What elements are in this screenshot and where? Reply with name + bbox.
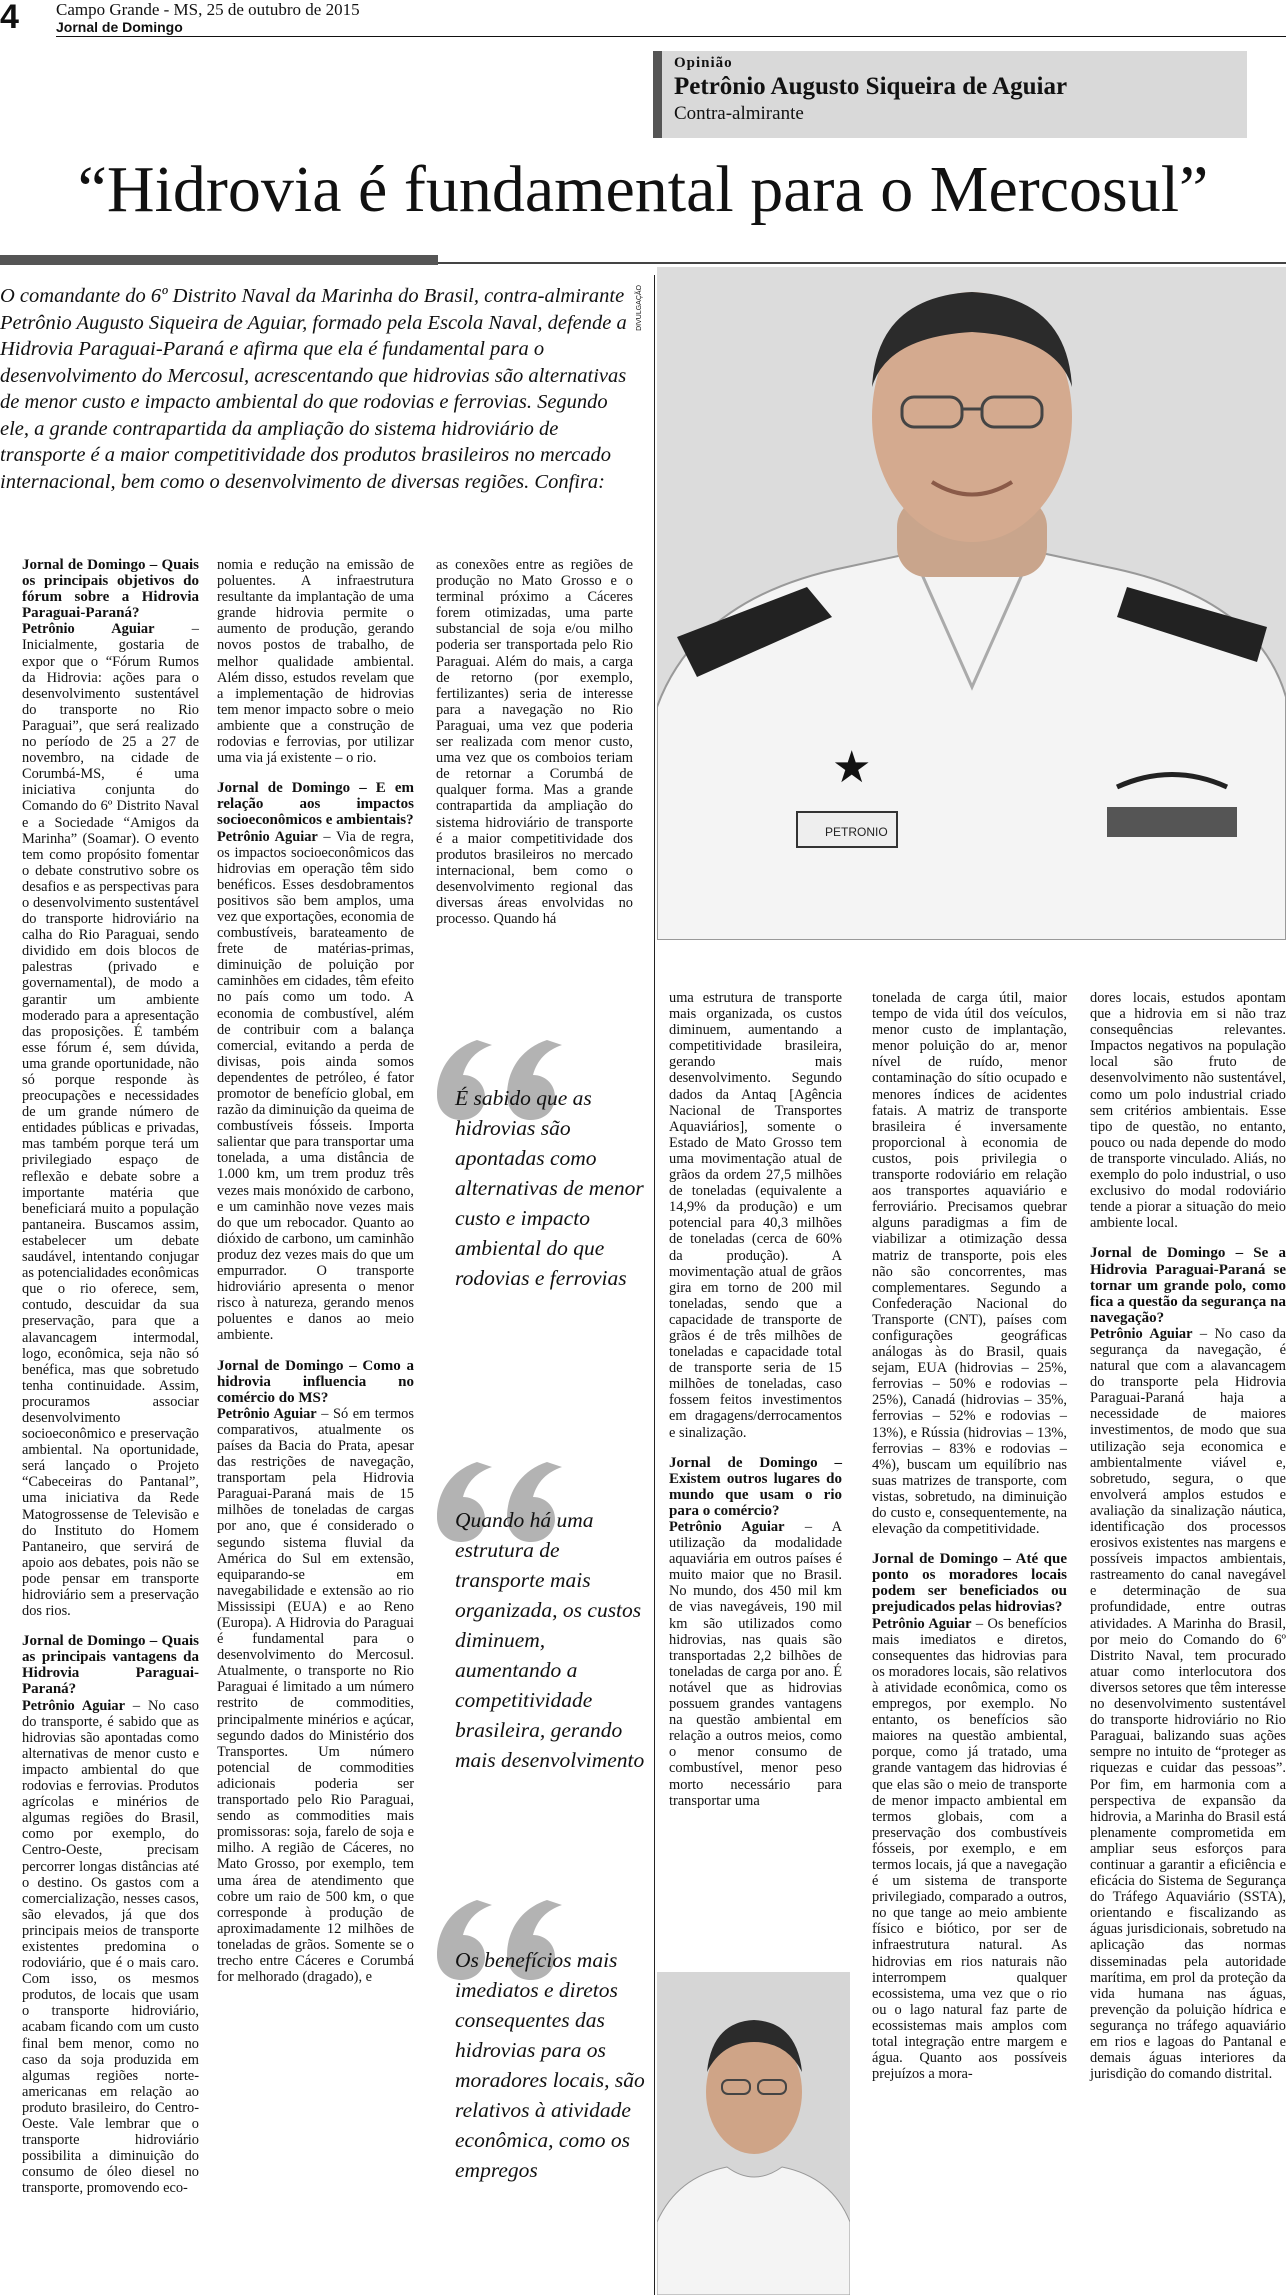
interview-question: Jornal de Domingo – Como a hidrovia influencia no comércio do MS? [217, 1357, 414, 1406]
answer-text: nomia e redução na emissão de poluentes. A infraestrutura resultante da implantação de uma grande hidrovia permite o aumento de produção, gerando novos postos de trabalho, de melhor qualidade ambiental. Além disso, estudos revelam que a implementação de hidrovias tem menor impacto sobre o meio ambiente que a construção de rodovias e ferrovias, por utilizar uma via já existente – o rio. [217, 557, 414, 767]
interview-answer [1090, 1326, 1286, 2082]
answer-text: – Inicialmente, gostaria de expor que o “Fórum Rumos da Hidrovia: ações para o desenvolvimento sustentável do transporte no Rio Paraguai”, que será realizado no período de 25 a 27 de novembro, na cidade de Corumbá-MS, é uma iniciativa conjunta do Comando do 6º Distrito Naval e a Sociedade “Amigos da Marinha” (Soamar). O evento tem como propósito fomentar o debate construtivo sobre os desafios e as perspectivas para o desenvolvimento sustentável do transporte hidroviário na calha do Rio Paraguai, sendo dividido em dois blocos de palestras (privado e governamental), de modo a garantir um ambiente moderado para a apresentação das proposições. É também esse fórum é, sem dúvida, uma grande oportunidade, não só porque responde às preocupações e necessidades de um grande número de entidades públicas e privadas, mas também porque terá um privilegiado espaço de reflexão e debate sobre a importante matéria que beneficiará muito a população pantaneira. Buscamos assim, estabelecer um debate saudável, intentando conjugar as potencialidades econômicas que o rio oferece, sem, contudo, descuidar da sua preservação, para que a alavancagem intermodal, logo, econômica, seja não só benéfica, mas que sobretudo tenha continuidade. Assim, procuramos associar desenvolvimento socioeconômico e preservação ambiental. Na oportunidade, será lançado o Projeto “Cabeceiras do Pantanal”, uma iniciativa da Rede Matogrossense de Televisão e do Instituto do Homem Pantaneiro, que servirá de apoio aos debates, pois não se pode pensar em transporte hidroviário sem a preservação dos rios. [22, 621, 199, 1620]
pull-quote-2: Quando há uma estrutura de transporte mais organizada, os custos diminuem, aumentando a competitividade brasileira, gerando mais desenvolvimento [455, 1508, 645, 1772]
article-column-5 [872, 990, 1067, 2082]
interview-question: Jornal de Domingo – Quais as principais vantagens da Hidrovia Paraguai-Paraná? [22, 1633, 199, 1698]
interview-answer [22, 1698, 199, 2197]
answer-text: uma estrutura de transporte mais organizada, os custos diminuem, aumentando a competitividade brasileira, gerando mais desenvolvimento. Segundo dados da Antaq [Agência Nacional de Transportes Aquaviários], somente o Estado de Mato Grosso tem uma movimentação atual de grãos da ordem 27,5 milhões de toneladas (equivalente a 14,9% da produção) e um potencial para 40,3 milhões de toneladas (cerca de 60% da produção). A movimentação atual de grãos gira em torno de 200 mil toneladas, sendo que a capacidade de transporte de grãos é de três milhões de toneladas e capacidade total de transporte seria de 15 milhões de toneladas, caso fossem feitos investimentos em dragagens/derrocamentos e sinalização. [669, 990, 842, 1441]
column-divider [654, 275, 655, 2295]
dateline: Campo Grande - MS, 25 de outubro de 2015 [56, 0, 360, 19]
interview-question: Jornal de Domingo – E em relação aos impactos socioeconômicos e ambientais? [217, 780, 414, 829]
opinion-label: Opinião [674, 55, 733, 71]
interview-answer [669, 1519, 842, 1809]
article-column-1 [22, 557, 199, 2196]
interview-answer [217, 1406, 414, 1985]
answer-text: – A utilização da modalidade aquaviária em outros países é muito maior que no Brasil. No mundo, dos 450 mil km de vias navegáveis, 190 mil km são utilizados como hidrovias, nas quais são transportadas 2,2 bilhões de toneladas de carga por ano. É notável que as hidrovias possuem grandes vantagens na questão ambiental em relação a outros meios, como o menor consumo de combustível, menor peso morto necessário para transportar uma [669, 1519, 842, 1809]
article-column-4 [669, 990, 842, 1809]
speaker-name: Petrônio Aguiar [669, 1519, 785, 1535]
portrait-photo [657, 267, 1286, 940]
lead-paragraph: O comandante do 6º Distrito Naval da Marinha do Brasil, contra-almirante Petrônio Augusto Siqueira de Aguiar, formado pela Escola Naval, defende a Hidrovia Paraguai-Paraná e afirma que ela é fundamental para o desenvolvimento do Mercosul, acrescentando que hidrovias são alternativas de menor custo e impacto ambiental do que rodovias e ferrovias. Segundo ele, a grande contrapartida da ampliação do sistema hidroviário de transporte é a maior competitividade dos produtos brasileiros no mercado internacional, bem como o desenvolvimento de diversas regiões. Confira: [0, 285, 627, 493]
interview-question: Jornal de Domingo – Quais os principais objetivos do fórum sobre a Hidrovia Paraguai-Paraná? [22, 557, 199, 622]
answer-text: – No caso da segurança da navegação, é natural que com a alavancagem do transporte pela Hidrovia Paraguai-Paraná haja a necessidade de maiores investimentos, de modo que sua utilização seja economica e ambientalmente viável e, sobretudo, segura, o que envolverá amplos estudos e avaliação da sinalização náutica, identificação dos processos erosivos existentes nas margens e possíveis impactos ambientais, rastreamento do canal navegável e determinação de sua profundidade, entre outras atividades. A Marinha do Brasil, por meio do Comando do 6º Distrito Naval, tem procurado atuar como interlocutora dos diversos setores que têm interesse no desenvolvimento sustentável do transporte hidroviário no Rio Paraguai, balizando suas ações sempre no intuito de “proteger as riquezas e cuidar das pessoas”. Por fim, em harmonia com a perspectiva de expansão da hidrovia, a Marinha do Brasil está plenamente comprometida em ampliar seus esforços para continuar a garantir a eficiência e eficácia do Sistema de Segurança do Tráfego Aquaviário (SSTA), orientando e fiscalizando as águas jurisdicionais, sobretudo na aplicação das normas disseminadas pela autoridade marítima, em prol da proteção da vida humana nas águas, prevenção da poluição hídrica e segurança no tráfego aquaviário em rios e lagoas do Pantanal e demais águas interiores da jurisdição do comando distrital. [1090, 1325, 1286, 2083]
interview-answer [436, 557, 633, 927]
speaker-name: Petrônio Aguiar [22, 621, 155, 638]
answer-text: – Via de regra, os impactos socioeconômicos das hidrovias em operação têm sido benéficos. Esses desdobramentos positivos são bem amplos, uma vez que exportações, economia de combustíveis, barateamento de frete de matérias-primas, diminuição de poluição por caminhões em cidades, têm efeito no país como um todo. A economia de combustível, além de contribuir com a balança comercial, evitando a perda de divisas, pois ainda somos dependentes de petróleo, é fator promotor de benefício global, em razão da diminuição da queima de combustíveis fósseis. Importa salientar que para transportar uma tonelada, a uma distância de 1.000 km, um trem produz três vezes mais monóxido de carbono, e um caminhão nove vezes mais do que um rebocador. Quanto ao dióxido de carbono, um caminhão produz dez vezes mais do que um empurrador. O transporte hidroviário apresenta o menor risco à natureza, gerando menos poluentes e danos ao meio ambiente. [217, 828, 414, 1344]
interview-question: Jornal de Domingo – Até que ponto os moradores locais podem ser beneficiados ou prejudicados pelas hidrovias? [872, 1551, 1067, 1616]
pull-quote-1: É sabido que as hidrovias são apontadas como alternativas de menor custo e impacto ambiental do que rodovias e ferrovias [455, 1086, 644, 1290]
answer-text: dores locais, estudos apontam que a hidrovia em si não traz consequências relevantes. Impactos negativos na população local são fruto de desenvolvimento não sustentável, como um polo industrial criado sem critérios ambientais. Esse tipo de questão, no entanto, pouco ou nada depende do modo de transporte vinculado. Aliás, no exemplo do polo industrial, o uso exclusivo do modal rodoviário tende a piorar a situação do meio ambiente local. [1090, 990, 1286, 1232]
photo-credit: DIVULGAÇÃO [636, 285, 643, 331]
answer-text: tonelada de carga útil, maior tempo de vida útil dos veículos, menor custo de implantação, menor poluição do ar, menor nível de ruído, menor contaminação do sítio ocupado e menores índices de acidentes fatais. A matriz de transporte brasileira é inversamente proporcional à economia de custos, pois privilegia o transporte rodoviário em relação aos transportes aquaviário e ferroviário. Precisamos quebrar alguns paradigmas a fim de viabilizar a otimização dessa matriz de transporte, pois eles não são concorrentes, mas complementares. Segundo a Confederação Nacional do Transporte (CNT), países com configurações geográficas análogas às do Brasil, quais sejam, EUA (hidrovias – 25%, ferrovias – 50% e rodovias – 25%), Canadá (hidrovias – 35%, ferrovias – 52% e rodovias – 13%), e Rússia (hidrovias – 13%, ferrovias – 83% e rodovias – 4%), buscam um equilíbrio nas suas matrizes de transporte, com vistas, sobretudo, na diminuição do custo e, consequentemente, na elevação da competitividade. [872, 990, 1067, 1538]
interview-question: Jornal de Domingo – Se a Hidrovia Paraguai-Paraná se tornar um grande polo, como fica a questão da segurança na navegação? [1090, 1245, 1286, 1326]
headline-rule-thin [438, 262, 1286, 264]
answer-text: – No caso do transporte, é sabido que as hidrovias são apontadas como alternativas de menor custo e impacto ambiental do que rodovias e ferrovias. Produtos agrícolas e minérios de algumas regiões do Brasil, como por exemplo, do Centro-Oeste, precisam percorrer longas distâncias até o destino. Os gastos com a comercialização, nesses casos, são elevados, já que dos principais meios de transporte existentes predomina o rodoviário, que é o mais caro. Com isso, os mesmos produtos, de locais que usam o transporte hidroviário, acabam ficando com um custo final bem menor, como no caso da soja produzida em algumas regiões norte-americanas em relação ao produto brasileiro, do Centro-Oeste. Vale lembrar que o transporte hidroviário possibilita a diminuição do consumo de óleo diesel no transporte, promovendo eco- [22, 1697, 199, 2197]
star-insignia-icon: ★ [832, 743, 872, 792]
interview-question: Jornal de Domingo – Existem outros lugares do mundo que usam o rio para o comércio? [669, 1454, 842, 1519]
interview-answer [1090, 990, 1286, 1231]
speaker-name: Petrônio Aguiar [872, 1615, 972, 1632]
article-column-3 [436, 557, 633, 927]
answer-text: as conexões entre as regiões de produção no Mato Grosso e o terminal próximo a Cáceres forem otimizadas, uma parte substancial de soja e/ou milho poderia ser transportada pelo Rio Paraguai. Além do mais, a carga de retorno (por exemplo, fertilizantes) seria de interesse para a navegação no Rio Paraguai, uma vez que poderia ser realizada com menor custo, uma vez que os comboios teriam de retornar a Corumbá de qualquer forma. Mas a grande contrapartida da ampliação do sistema hidroviário de transporte é a maior competitividade dos produtos brasileiros no mercado internacional, bem como o desenvolvimento regional das diversas áreas envolvidas no processo. Quando há [436, 557, 633, 928]
interview-answer [217, 557, 414, 766]
author-role: Contra-almirante [674, 103, 804, 124]
header-rule [56, 36, 1286, 37]
opinion-box [653, 51, 1247, 138]
speaker-name: Petrônio Aguiar [217, 1405, 317, 1422]
small-portrait-photo [657, 1972, 850, 2295]
interview-answer [669, 990, 842, 1441]
interview-answer [217, 829, 414, 1344]
speaker-name: Petrônio Aguiar [22, 1697, 126, 1714]
answer-text: – Os benefícios mais imediatos e diretos, consequentes das hidrovias para os moradores locais, são relativos à atividade econômica, como os empregos, por exemplo. No entanto, os benefícios são maiores na questão ambiental, porque, como já tratado, uma grande vantagem das hidrovias é que elas são o meio de transporte de menor impacto ambiental em termos globais, com a preservação dos combustíveis fósseis, por exemplo, e em termos locais, já que a navegação é um sistema de transporte privilegiado, comparado a outros, no que tange ao meio ambiente físico e biótico, por ser de infraestrutura natural. As hidrovias em rios naturais não interrompem qualquer ecossistema, uma vez que o rio ou o lago natural faz parte de ecossistemas mais amplos com total integração entre margem e água. Quanto aos possíveis prejuízos a mora- [872, 1615, 1067, 2083]
page-number: 4 [0, 0, 19, 36]
interview-answer [872, 1616, 1067, 2083]
speaker-name: Petrônio Aguiar [217, 828, 318, 845]
newspaper-name: Jornal de Domingo [56, 19, 183, 35]
interview-answer [22, 621, 199, 1619]
pull-quote-3: Os benefícios mais imediatos e diretos consequentes das hidrovias para os moradores locais, são relativos à atividade econômica, como os empregos [455, 1948, 645, 2182]
name-badge: PETRONIO [825, 825, 888, 839]
answer-text: – Só em termos comparativos, atualmente os países da Bacia do Prata, apesar das restrições de navegação, transportam pela Hidrovia Paraguai-Paraná mais de 15 milhões de toneladas de cargas por ano, que é considerado o segundo sistema fluvial da América do Sul em extensão, equiparando-se em navegabilidade e extensão ao rio Mississipi (EUA) e ao Reno (Europa). A Hidrovia do Paraguai é fundamental para o desenvolvimento do Mercosul. Atualmente, o transporte no Rio Paraguai é limitado a um número restrito de commodities, principalmente minérios e açúcar, segundo dados do Ministério dos Transportes. Um número potencial de commodities adicionais poderia ser transportado pelo Rio Paraguai, sendo as commodities mais promissoras: soja, farelo de soja e milho. A região de Cáceres, no Mato Grosso, por exemplo, tem uma área de atendimento que cobre um raio de 500 km, o que corresponde à produção de aproximadamente 12 milhões de toneladas de grãos. Somente se o trecho entre Cáceres e Corumbá for melhorado (dragado), e [217, 1405, 414, 1986]
interview-answer [872, 990, 1067, 1537]
article-column-6 [1090, 990, 1286, 2082]
headline-rule-thick [0, 255, 438, 265]
speaker-name: Petrônio Aguiar [1090, 1325, 1193, 1342]
article-column-2 [217, 557, 414, 1985]
author-name: Petrônio Augusto Siqueira de Aguiar [674, 73, 1068, 100]
headline: “Hidrovia é fundamental para o Mercosul” [77, 153, 1209, 226]
